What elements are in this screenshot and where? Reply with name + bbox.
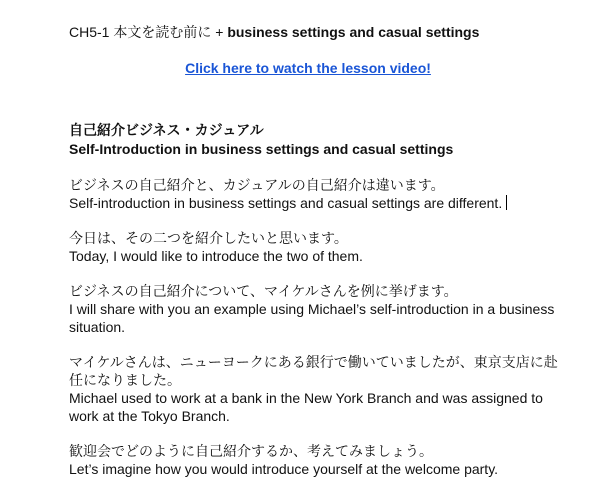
document-page [69, 22, 569, 478]
lesson-header-prefix: CH5-1 本文を読む前に + [69, 24, 228, 40]
text-cursor [506, 195, 507, 210]
paragraph-1-en-line[interactable] [69, 194, 569, 212]
lesson-header [69, 22, 569, 42]
paragraph-4-en: Michael used to work at a bank in the New York Branch and was assigned to work at the Tokyo Branch. [69, 390, 543, 424]
paragraph-1-jp: ビジネスの自己紹介と、カジュアルの自己紹介は違います。 [69, 177, 445, 193]
video-link-row [69, 58, 547, 78]
section-title-jp: 自己紹介ビジネス・カジュアル [69, 122, 264, 138]
paragraph-3-en: I will share with you an example using Michael’s self-introduction in a business situation. [69, 301, 555, 335]
paragraph-2-en: Today, I would like to introduce the two of them. [69, 248, 363, 264]
lesson-video-link[interactable]: Click here to watch the lesson video! [185, 60, 431, 76]
paragraph-2-jp: 今日は、その二つを紹介したいと思います。 [69, 230, 348, 246]
paragraph-5-jp: 歓迎会でどのように自己紹介するか、考えてみましょう。 [69, 443, 433, 459]
lesson-header-topic: business settings and casual settings [227, 24, 480, 40]
paragraph-5-en: Let’s imagine how you would introduce yourself at the welcome party. [69, 461, 499, 477]
section-title [69, 121, 569, 159]
paragraph-1 [69, 176, 569, 212]
paragraph-4-jp: マイケルさんは、ニューヨークにある銀行で働いていましたが、東京支店に赴任になりました。 [69, 354, 558, 388]
section-title-en: Self-Introduction in business settings and casual settings [69, 141, 454, 157]
paragraph-4 [69, 353, 569, 425]
paragraph-3 [69, 282, 569, 336]
paragraph-1-en: Self-introduction in business settings and casual settings are different. [69, 195, 503, 211]
paragraph-2 [69, 229, 569, 265]
paragraph-5 [69, 442, 569, 478]
paragraph-3-jp: ビジネスの自己紹介について、マイケルさんを例に挙げます。 [69, 283, 458, 299]
